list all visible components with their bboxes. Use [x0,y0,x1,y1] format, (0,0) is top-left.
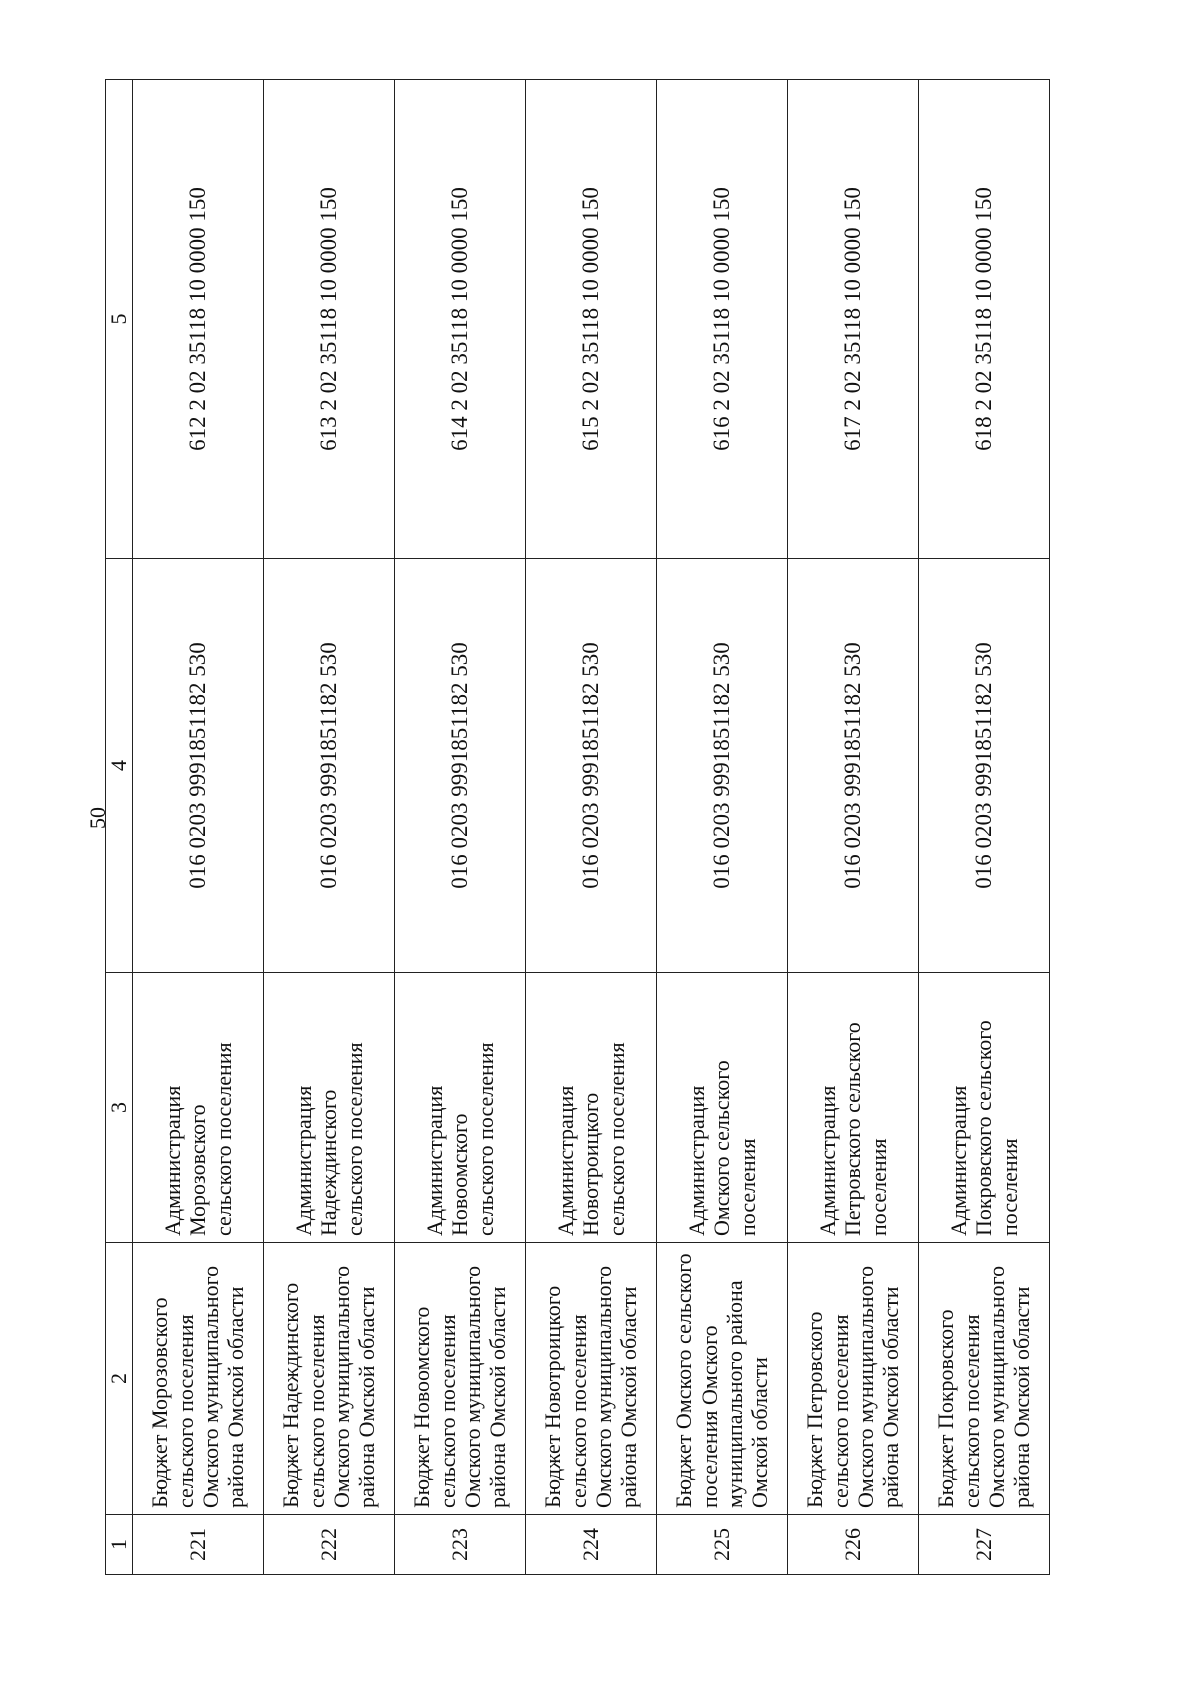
administrator-cell [788,973,919,1243]
administrator-cell [919,973,1050,1243]
budget-name-line: Омского муниципального [329,1265,354,1508]
administrator-line: сельского поселения [603,1042,629,1236]
revenue-code-cell: 618 2 02 35118 10 0000 150 [919,80,1050,559]
budget-name-line: района Омской области [1009,1286,1035,1508]
administrator-line: Администрация [291,1085,317,1236]
row-number: 227 [919,1515,1050,1575]
table-row [919,80,1050,1575]
revenue-code-cell: 615 2 02 35118 10 0000 150 [526,80,657,559]
budget-name-line: Бюджет Покровского [933,1309,959,1508]
table-row [657,80,788,1575]
budget-name-line: района Омской области [485,1286,511,1508]
administrator-line: Администрация [422,1085,448,1236]
administrator-line: Омского сельского [709,1060,735,1236]
budget-name-line: района Омской области [223,1286,249,1508]
row-number: 223 [395,1515,526,1575]
table-row [264,80,395,1575]
budget-name-line: Бюджет Новотроицкого [540,1285,566,1508]
table-row [526,80,657,1575]
budget-name-line: района Омской области [354,1286,380,1508]
budget-name-line: сельского поселения [565,1314,591,1508]
budget-name-line: Омского муниципального [984,1265,1009,1508]
budget-name-cell [526,1243,657,1515]
budget-name-line: Бюджет Надеждинского [278,1282,304,1508]
administrator-line: Покровского сельского [971,1020,997,1236]
page-number: 50 [85,807,110,829]
administrator-line: Администрация [684,1085,710,1236]
administrator-line: Администрация [553,1085,579,1236]
row-number: 222 [264,1515,395,1575]
revenue-code-cell: 612 2 02 35118 10 0000 150 [133,80,264,559]
row-number: 226 [788,1515,919,1575]
budget-name-cell [788,1243,919,1515]
budget-table [105,79,1050,1575]
budget-name-line: поселения Омского [696,1325,722,1508]
table-row [788,80,919,1575]
row-number: 224 [526,1515,657,1575]
revenue-code-cell: 613 2 02 35118 10 0000 150 [264,80,395,559]
revenue-code-cell: 616 2 02 35118 10 0000 150 [657,80,788,559]
budget-name-line: района Омской области [616,1286,642,1508]
table-body [133,80,1050,1575]
header-col-2: 2 [106,1243,133,1515]
budget-name-line: Бюджет Петровского [802,1311,828,1508]
budget-name-line: сельского поселения [434,1314,460,1508]
budget-name-cell [133,1243,264,1515]
administrator-line: сельского поселения [341,1042,367,1236]
budget-name-line: Бюджет Новоомского [409,1306,435,1508]
administrator-line: Новоомского [447,1113,473,1236]
budget-name-line: Омского муниципального [460,1265,485,1508]
budget-name-line: сельского поселения [303,1314,329,1508]
administrator-line: поселения [996,1138,1022,1236]
administrator-line: сельского поселения [472,1042,498,1236]
administrator-line: Морозовского [185,1104,211,1236]
header-col-5: 5 [106,80,133,559]
budget-name-line: сельского поселения [958,1314,984,1508]
administrator-line: Администрация [815,1085,841,1236]
administrator-line: поселения [734,1138,760,1236]
expense-code-cell: 016 0203 9991851182 530 [657,559,788,973]
expense-code-cell: 016 0203 9991851182 530 [526,559,657,973]
budget-name-line: района Омской области [878,1286,904,1508]
row-number: 225 [657,1515,788,1575]
header-col-1: 1 [106,1515,133,1575]
administrator-cell [264,973,395,1243]
table-wrapper [105,80,1050,1575]
revenue-code-cell: 617 2 02 35118 10 0000 150 [788,80,919,559]
budget-name-line: муниципального района [722,1280,747,1508]
budget-name-line: сельского поселения [172,1314,198,1508]
administrator-line: Администрация [160,1085,186,1236]
budget-name-cell [264,1243,395,1515]
budget-name-line: Омского муниципального [198,1265,223,1508]
expense-code-cell: 016 0203 9991851182 530 [395,559,526,973]
budget-name-line: Омского муниципального [853,1265,878,1508]
administrator-line: поселения [865,1138,891,1236]
administrator-line: Администрация [946,1085,972,1236]
administrator-cell [526,973,657,1243]
revenue-code-cell: 614 2 02 35118 10 0000 150 [395,80,526,559]
administrator-cell [657,973,788,1243]
administrator-line: Надеждинского [316,1089,342,1236]
budget-name-line: Омского муниципального [591,1265,616,1508]
row-number: 221 [133,1515,264,1575]
expense-code-cell: 016 0203 9991851182 530 [264,559,395,973]
expense-code-cell: 016 0203 9991851182 530 [133,559,264,973]
budget-name-cell [919,1243,1050,1515]
administrator-cell [395,973,526,1243]
budget-name-line: сельского поселения [827,1314,853,1508]
budget-name-line: Бюджет Омского сельского [671,1253,697,1508]
budget-name-cell [657,1243,788,1515]
administrator-line: Новотроицкого [578,1092,604,1236]
table-row [395,80,526,1575]
administrator-line: Петровского сельского [840,1022,866,1236]
header-col-3: 3 [106,973,133,1243]
expense-code-cell: 016 0203 9991851182 530 [788,559,919,973]
administrator-line: сельского поселения [210,1042,236,1236]
budget-name-line: Омской области [747,1357,773,1508]
expense-code-cell: 016 0203 9991851182 530 [919,559,1050,973]
administrator-cell [133,973,264,1243]
budget-name-line: Бюджет Морозовского [147,1297,173,1508]
table-row [133,80,264,1575]
budget-name-cell [395,1243,526,1515]
header-col-4: 4 [106,559,133,973]
table-header-row [106,80,133,1575]
